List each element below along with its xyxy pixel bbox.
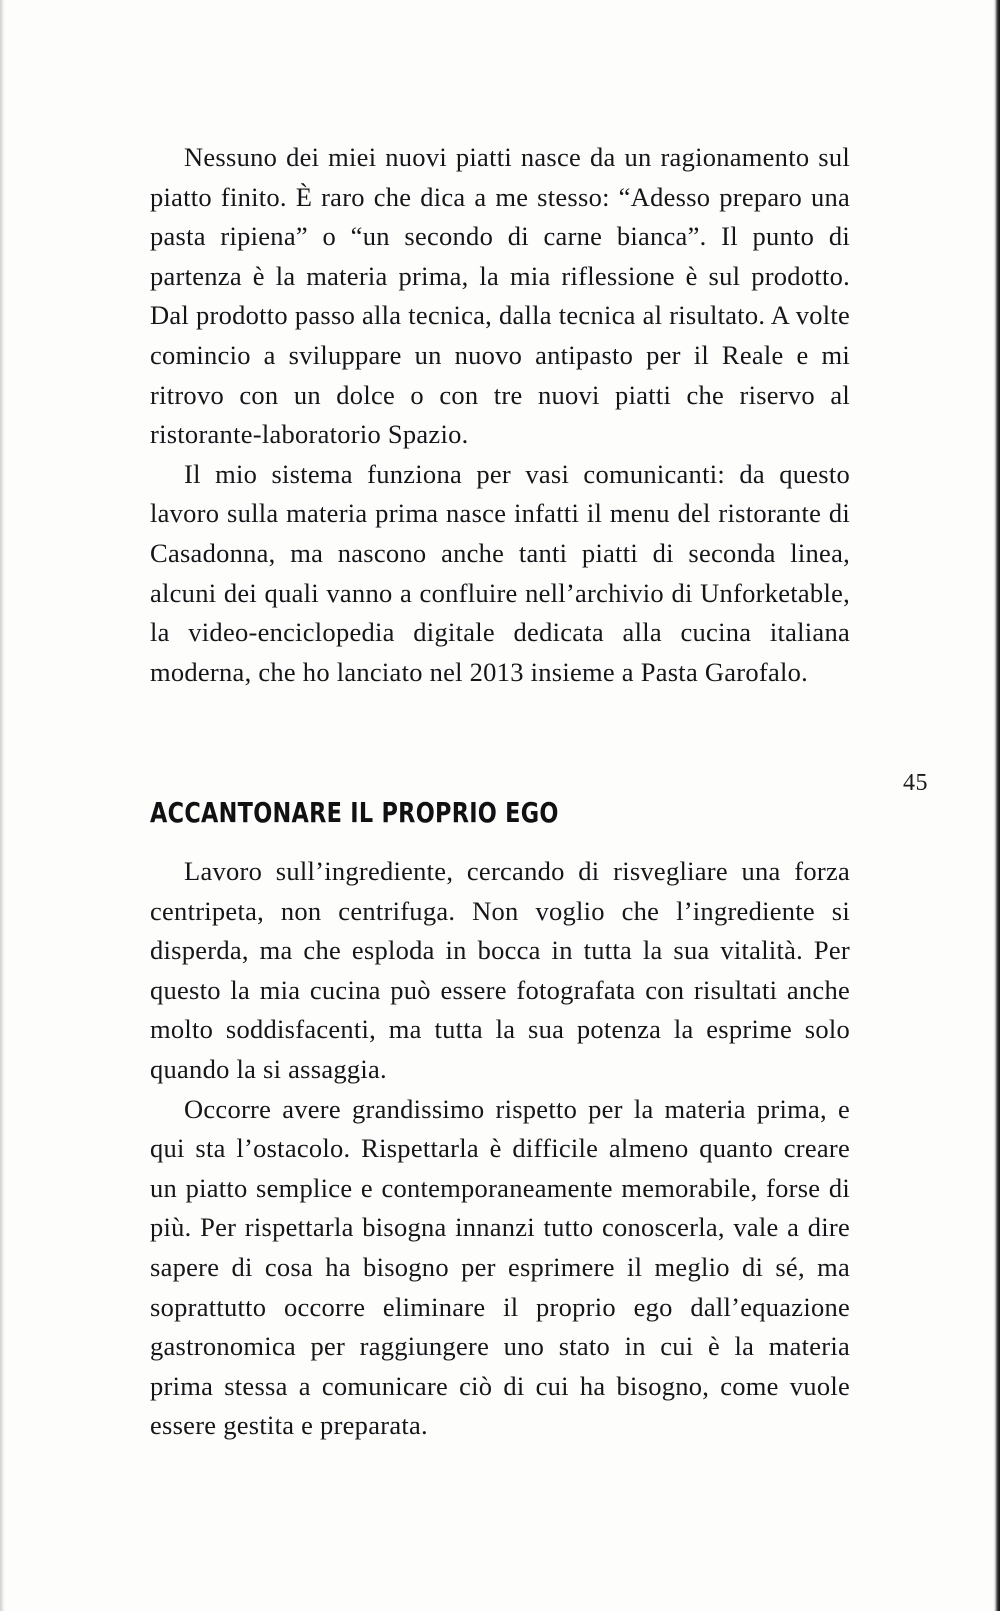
section-heading: ACCANTONARE IL PROPRIO EGO [150, 796, 559, 829]
intro-paragraph-2: Il mio sistema funziona per vasi comunicanti: da questo lavoro sulla materia prima nasce infatti il menu del ristorante di Casadonna, ma nascono anche tanti piatti di seconda linea, alcuni dei quali vanno a confluire nell’archivio di Unforketable, la video-enciclopedia digitale dedicata alla cucina italiana moderna, che ho lanciato nel 2013 insieme a Pasta Garofalo. [150, 458, 850, 687]
section-paragraph-2: Occorre avere grandissimo rispetto per la materia prima, e qui sta l’ostacolo. Rispettarla è difficile almeno quanto creare un piatto semplice e contemporaneamente memorabile, forse di più. Per rispettarla bisogna innanzi tutto conoscerla, vale a dire sapere di cosa ha bisogno per esprimere il meglio di sé, ma soprattutto occorre eliminare il proprio ego dall’equazione gastronomica per raggiungere uno stato in cui è la materia prima stessa a comunicare ciò di cui ha bisogno, come vuole essere gestita e preparata. [150, 1093, 850, 1441]
section-paragraph-1: Lavoro sull’ingrediente, cercando di risvegliare una forza centripeta, non centrifuga. Non voglio che l’ingrediente si disperda, ma che esploda in bocca in tutta la sua vitalità. Per questo la mia cucina può essere fotografata con risultati anche molto soddisfacenti, ma tutta la sua potenza la esprime solo quando la si assaggia. [150, 856, 850, 1084]
intro-text-block [150, 138, 850, 692]
intro-paragraph-1: Nessuno dei miei nuovi piatti nasce da un ragionamento sul piatto finito. È raro che dica a me stesso: “Adesso preparo una pasta ripiena” o “un secondo di carne bianca”. Il punto di partenza è la materia prima, la mia riflessione è sul prodotto. Dal prodotto passo alla tecnica, dalla tecnica al risultato. A volte comincio a sviluppare un nuovo antipasto per il Reale e mi ritrovo con un dolce o con tre nuovi piatti che riservo al ristorante-laboratorio Spazio. [150, 142, 850, 450]
section-text-block [150, 852, 850, 1446]
page-number: 45 [903, 770, 928, 796]
scan-edge-right [993, 0, 1000, 1611]
section-heading-wrap [150, 798, 850, 828]
scan-edge-left [0, 0, 5, 1611]
